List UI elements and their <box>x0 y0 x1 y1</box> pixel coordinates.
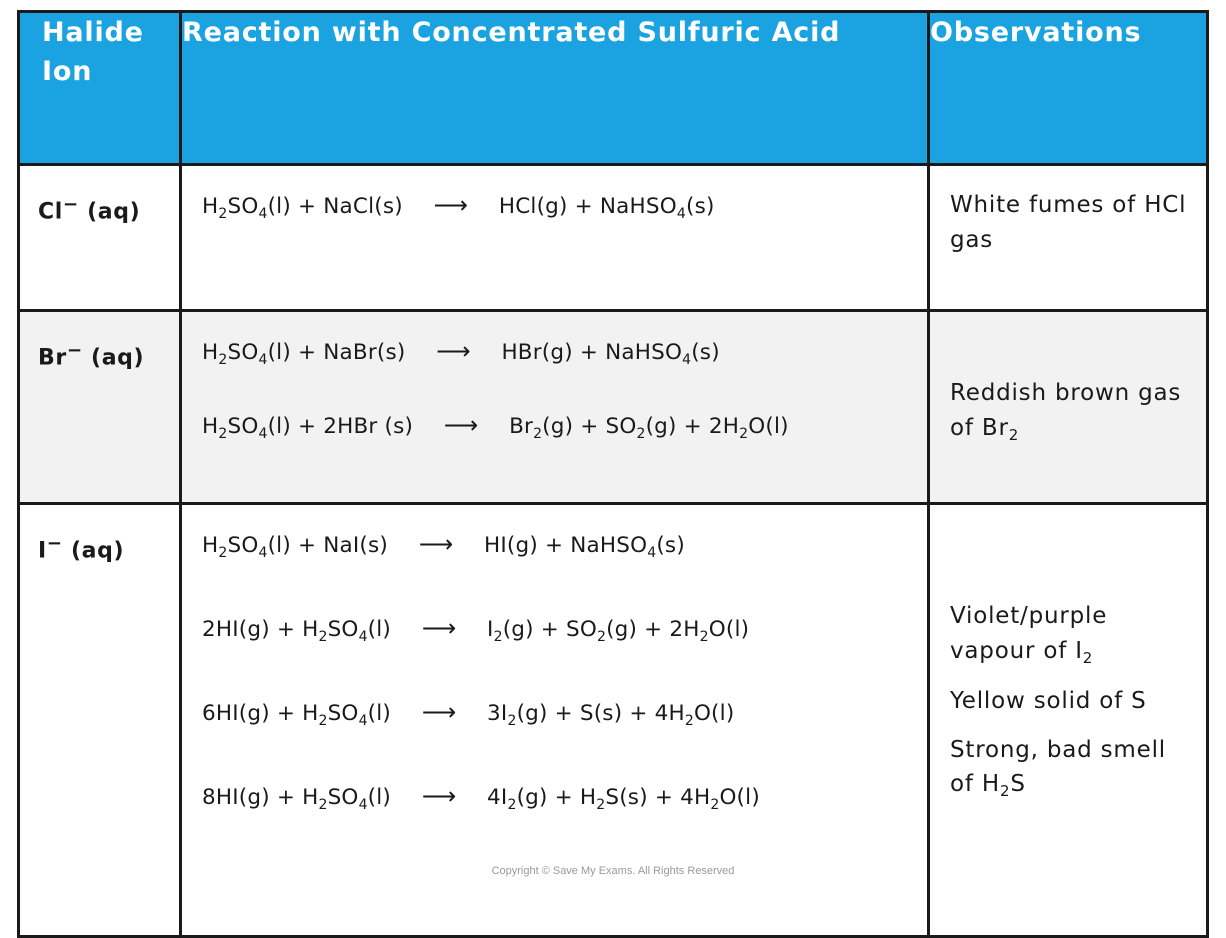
equation: $8HI(g) + H_2SO_4(l)$ ⟶ $4I_2(g) + H_2S(s) + 4H_2O(l)$ <box>202 779 927 813</box>
ion-cell: Br− (aq) <box>19 311 181 504</box>
header-halide-ion <box>19 12 181 165</box>
observation: Strong, bad smell of $H_2S$ <box>950 736 1166 800</box>
equation: $H_2SO_4(l) + NaI(s)$ ⟶ HI(g) + NaHSO$_4$(s) <box>202 527 927 561</box>
observation: Violet/purple vapour of $I_2$ <box>950 603 1108 667</box>
copyright-notice: Copyright © Save My Exams. All Rights Reserved <box>491 865 735 877</box>
arrow-icon: ⟶ <box>418 530 454 558</box>
arrow-icon: ⟶ <box>443 411 479 439</box>
header-observations: Observations <box>929 12 1208 165</box>
table-header-row <box>19 12 1208 165</box>
observations-cell <box>929 311 1208 504</box>
observation: White fumes of HCl gas <box>950 192 1187 253</box>
arrow-icon: ⟶ <box>421 614 457 642</box>
table-row <box>19 165 1208 311</box>
header-halide-ion-line1: Halide <box>42 17 144 48</box>
header-halide-ion-line2: Ion <box>42 56 93 88</box>
equation: $H_2SO_4(l)$ + NaBr(s) ⟶ HBr(g) + NaHSO$_4$(s) <box>202 334 927 368</box>
ion-cell: Cl− (aq) <box>19 165 181 311</box>
table-row <box>19 311 1208 504</box>
equations-cell <box>181 311 929 504</box>
arrow-icon: ⟶ <box>433 191 469 219</box>
observations-cell <box>929 165 1208 311</box>
equation: $H_2SO_4(l)$ + NaCl(s) ⟶ HCl(g) + NaHSO$_4$(s) <box>202 188 927 222</box>
equations-cell <box>181 165 929 311</box>
arrow-icon: ⟶ <box>421 782 457 810</box>
ion-cell: I− (aq) <box>19 504 181 937</box>
observation: Reddish brown gas of $Br_2$ <box>950 380 1182 444</box>
equation: $2HI(g) + H_2SO_4(l)$ ⟶ $I_2(g) + SO_2(g) + 2H_2O(l)$ <box>202 611 927 645</box>
halide-reactions-table <box>17 10 1209 938</box>
header-reaction: Reaction with Concentrated Sulfuric Acid <box>181 12 929 165</box>
arrow-icon: ⟶ <box>436 337 471 365</box>
equation: $6HI(g) + H_2SO_4(l)$ ⟶ $3I_2(g) + S(s) + 4H_2O(l)$ <box>202 695 927 729</box>
observation: Yellow solid of S <box>950 688 1147 714</box>
equation: $H_2SO_4(l) + 2HBr$ (s) ⟶ $Br_2(g) + SO_2(g) + 2H_2O(l)$ <box>202 408 927 442</box>
arrow-icon: ⟶ <box>421 698 457 726</box>
